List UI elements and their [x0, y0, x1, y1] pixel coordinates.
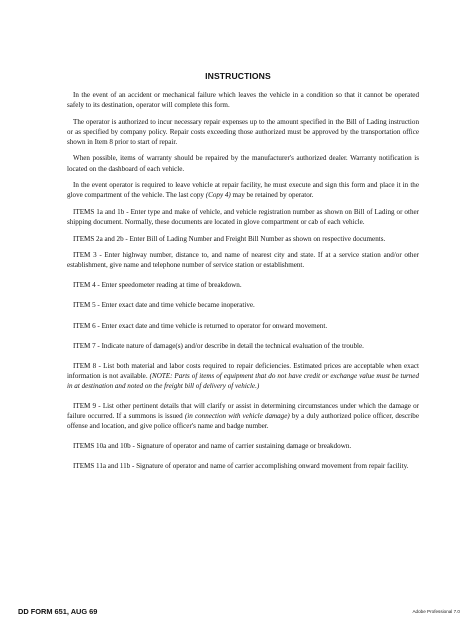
paragraph-items-10: ITEMS 10a and 10b - Signature of operator and name of carrier sustaining damage or breakdown. [73, 442, 352, 451]
paragraph-repair-authorization: The operator is authorized to incur necessary repair expenses up to the amount specified in the Bill of Lading instruction or as specified by company policy. Repair costs exceeding those authorized must be approved by the transportation office shown in Item 8 prior to start of repair. [67, 117, 419, 146]
paragraph-item-3: ITEM 3 - Enter highway number, distance to, and name of nearest city and state. If at a service station and/or other establishment, give name and telephone number of service station or establishment. [67, 251, 419, 270]
paragraph-items-1: ITEMS 1a and 1b - Enter type and make of vehicle, and vehicle registration number as shown on Bill of Lading or other shipping document. Normally, these documents are located in glove compartment or cab of each vehicle. [67, 207, 419, 226]
paragraph-leave-vehicle: In the event operator is required to leave vehicle at repair facility, he must execute and sign this form and place it in the glove compartment of the vehicle. The last copy (Copy 4) may be retained by operator. [67, 181, 419, 200]
paragraph-item-7: ITEM 7 - Indicate nature of damage(s) and/or describe in detail the technical evaluation of the trouble. [73, 341, 364, 350]
paragraph-item-8: ITEM 8 - List both material and labor costs required to repair deficiencies. Estimated prices are acceptable when exact information is not available. (NOTE: Parts of items of equipment that do not have credit or exchange value must be turned in at destination and noted on the freight bill of delivery of vehicle.) [67, 361, 419, 390]
instructions-title: INSTRUCTIONS [205, 71, 271, 81]
paragraph-item-9: ITEM 9 - List other pertinent details that will clarify or assist in determining circumstances under which the damage or failure occurred. If a summons is issued (in connection with vehicle damage) by a duly authorized police officer, describe offense and location, and give police officer's name and badge number. [67, 401, 419, 431]
paragraph-warranty: When possible, items of warranty should be repaired by the manufacturer's authorized dealer. Warranty notification is located on the dashboard of each vehicle. [67, 154, 419, 173]
paragraph-items-2: ITEMS 2a and 2b - Enter Bill of Lading Number and Freight Bill Number as shown on respective documents. [73, 234, 386, 243]
form-number: DD FORM 651, AUG 69 [18, 607, 98, 616]
paragraph-items-11: ITEMS 11a and 11b - Signature of operator and name of carrier accomplishing onward movement from repair facility. [73, 462, 409, 471]
paragraph-item-5: ITEM 5 - Enter exact date and time vehicle became inoperative. [73, 301, 255, 310]
paragraph-item-4: ITEM 4 - Enter speedometer reading at time of breakdown. [73, 281, 242, 290]
instructions-body [67, 90, 419, 471]
paragraph-item-6: ITEM 6 - Enter exact date and time vehicle is returned to operator for onward movement. [73, 321, 328, 330]
paragraph-accident: In the event of an accident or mechanical failure which leaves the vehicle in a condition so that it cannot be operated safely to its destination, operator will complete this form. [67, 91, 419, 110]
software-version: Adobe Professional 7.0 [412, 609, 460, 614]
